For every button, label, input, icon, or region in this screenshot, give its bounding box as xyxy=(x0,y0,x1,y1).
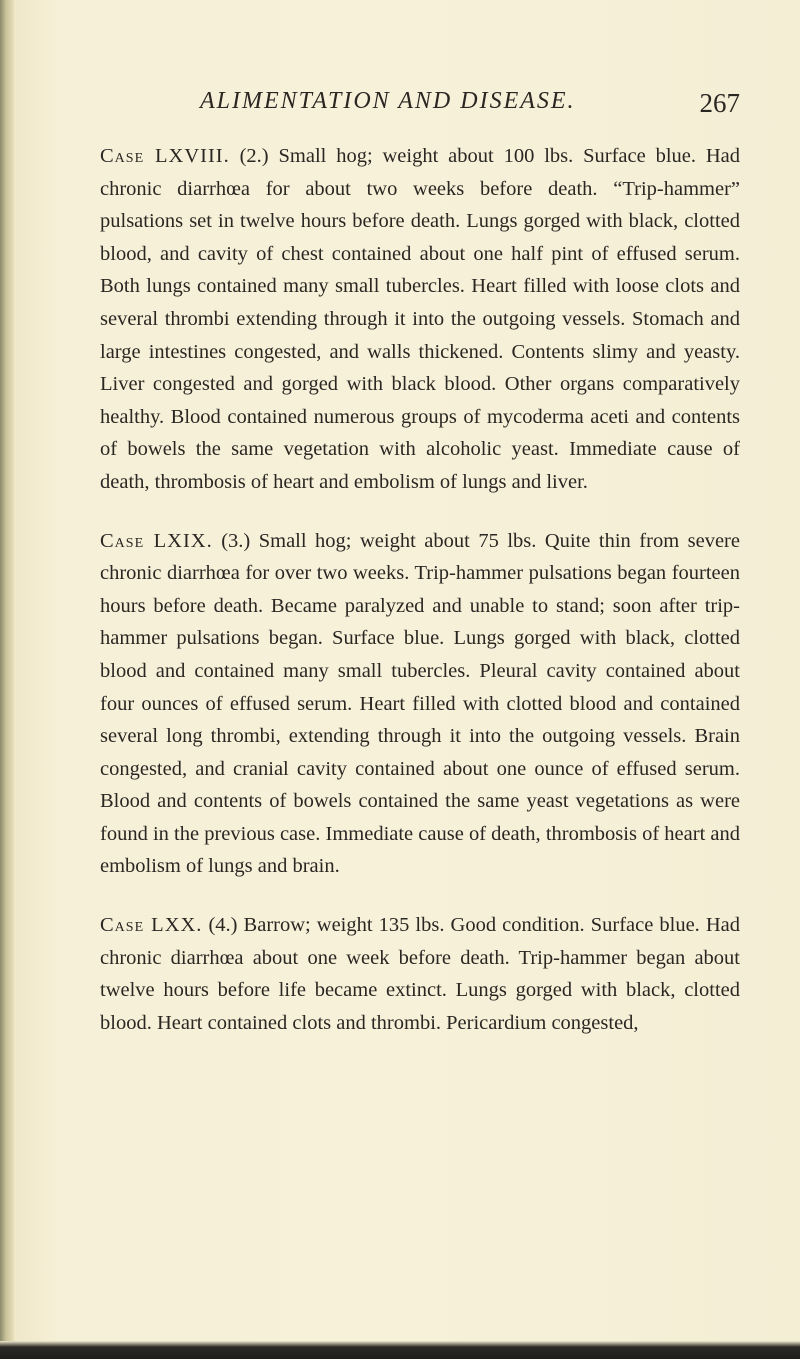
page-binding-edge xyxy=(0,0,14,1359)
case-heading: Case LXIX. xyxy=(100,529,213,552)
case-heading: Case LXX. xyxy=(100,914,203,937)
case-paragraph xyxy=(100,909,740,1039)
case-text: (4.) Barrow; weight 135 lbs. Good condition. Surface blue. Had chronic diarrhœa about one week before death. Trip-hammer began about twelve hours before life became extinct. Lungs gorged with black, clotted blood. Heart contained clots and thrombi. Pericardium congested, xyxy=(100,914,740,1034)
page-header xyxy=(100,88,740,124)
case-heading: Case LXVIII. xyxy=(100,145,230,167)
running-head: ALIMENTATION AND DISEASE. xyxy=(200,88,576,114)
page-number: 267 xyxy=(699,88,740,118)
case-paragraph xyxy=(100,140,740,499)
case-text: (3.) Small hog; weight about 75 lbs. Quite thin from severe chronic diarrhœa for over two weeks. Trip-hammer pulsations began fourteen hours before death. Became paralyzed and unable to stand; soon after trip-hammer pulsations began. Surface blue. Lungs gorged with black, clotted blood and contained many small tubercles. Pleural cavity contained about four ounces of effused serum. Heart filled with clotted blood and contained several long thrombi, extending through it into the outgoing vessels. Brain congested, and cranial cavity contained about one ounce of effused serum. Blood and contents of bowels contained the same yeast vegetations as were found in the previous case. Immediate cause of death, thrombosis of heart and embolism of lungs and brain. xyxy=(100,529,740,878)
page-bottom-edge xyxy=(0,1341,800,1359)
case-text: (2.) Small hog; weight about 100 lbs. Surface blue. Had chronic diarrhœa for about two weeks before death. “Trip-hammer” pulsations set in twelve hours before death. Lungs gorged with black, clotted blood, and cavity of chest contained about one half pint of effused serum. Both lungs contained many small tubercles. Heart filled with loose clots and several thrombi extending through it into the outgoing vessels. Stomach and large intestines congested, and walls thickened. Contents slimy and yeasty. Liver congested and gorged with black blood. Other organs comparatively healthy. Blood contained numerous groups of mycoderma aceti and contents of bowels the same vegetation with alcoholic yeast. Immediate cause of death, thrombosis of heart and embolism of lungs and liver. xyxy=(100,145,741,493)
case-paragraph xyxy=(100,525,740,884)
body-text xyxy=(100,140,740,1065)
